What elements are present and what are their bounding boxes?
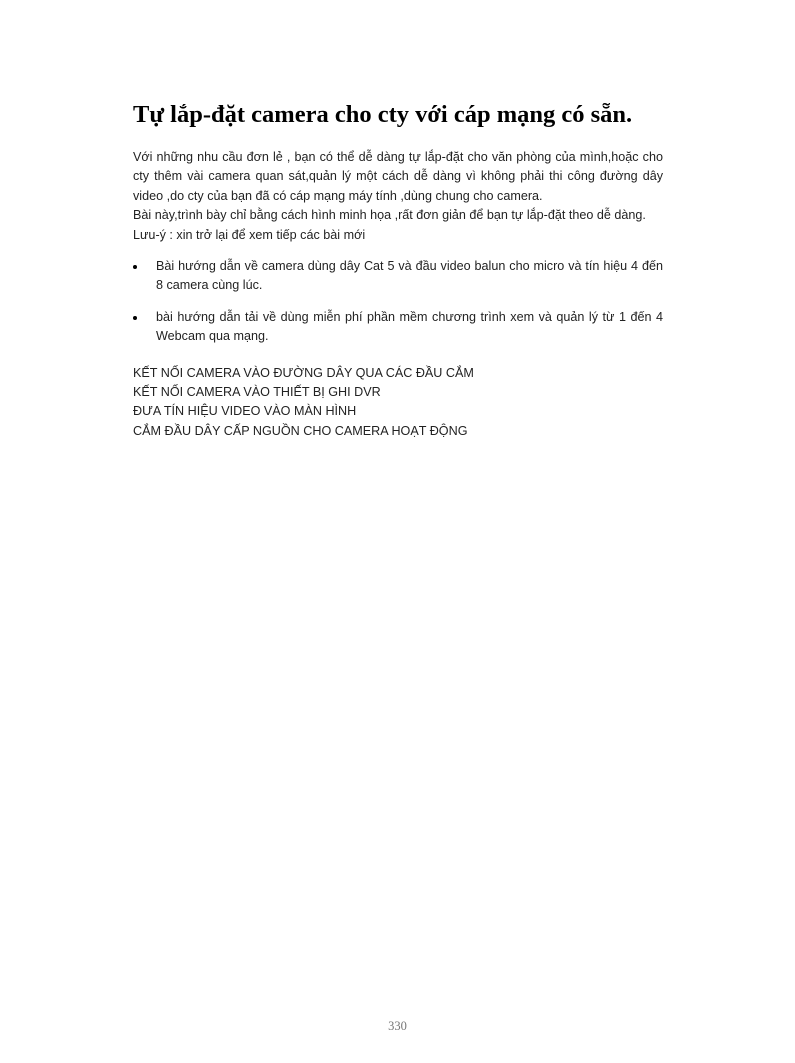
section-list xyxy=(133,364,663,442)
section-item-power-cable: CẮM ĐẦU DÂY CẤP NGUỒN CHO CAMERA HOẠT ĐỘNG xyxy=(133,423,468,438)
bullet-dot-icon xyxy=(133,265,137,269)
section-item-connect-camera: KẾT NỐI CAMERA VÀO ĐƯỜNG DÂY QUA CÁC ĐẦU CẮM xyxy=(133,365,474,380)
page-content xyxy=(133,98,663,441)
bullet-text: Bài hướng dẫn về camera dùng dây Cat 5 và đầu video balun cho micro và tín hiệu 4 đến 8 camera cùng lúc. xyxy=(156,259,663,293)
page-number: 330 xyxy=(388,1019,407,1033)
bullet-text: bài hướng dẫn tải về dùng miễn phí phần mềm chương trình xem và quản lý từ 1 đến 4 Webcam qua mạng. xyxy=(156,309,663,344)
bullet-item-webcam-guide xyxy=(133,308,663,347)
page-title: Tự lắp-đặt camera cho cty với cáp mạng có sẵn. xyxy=(133,101,633,128)
section-item-video-to-screen: ĐƯA TÍN HIỆU VIDEO VÀO MÀN HÌNH xyxy=(133,404,357,419)
description-paragraph: Bài này,trình bày chỉ bằng cách hình minh họa ,rất đơn giản để bạn tự lắp-đặt theo dễ dàng. xyxy=(133,208,646,223)
section-item-connect-dvr: KẾT NỐI CAMERA VÀO THIẾT BỊ GHI DVR xyxy=(133,385,381,400)
bullet-item-cat5-guide xyxy=(133,257,663,296)
note-line: Lưu-ý : xin trở lại để xem tiếp các bài mới xyxy=(133,227,366,242)
intro-paragraph: Với những nhu cầu đơn lẻ , bạn có thể dễ dàng tự lắp-đặt cho văn phòng của mình,hoặc cho cty thêm vài camera quan sát,quản lý một cách dễ dàng vì không phải thi công đường dây video ,do cty của bạn đã có cáp mạng máy tính ,dùng chung cho camera. xyxy=(133,150,663,203)
bullet-list xyxy=(133,257,663,347)
bullet-dot-icon xyxy=(133,316,137,320)
